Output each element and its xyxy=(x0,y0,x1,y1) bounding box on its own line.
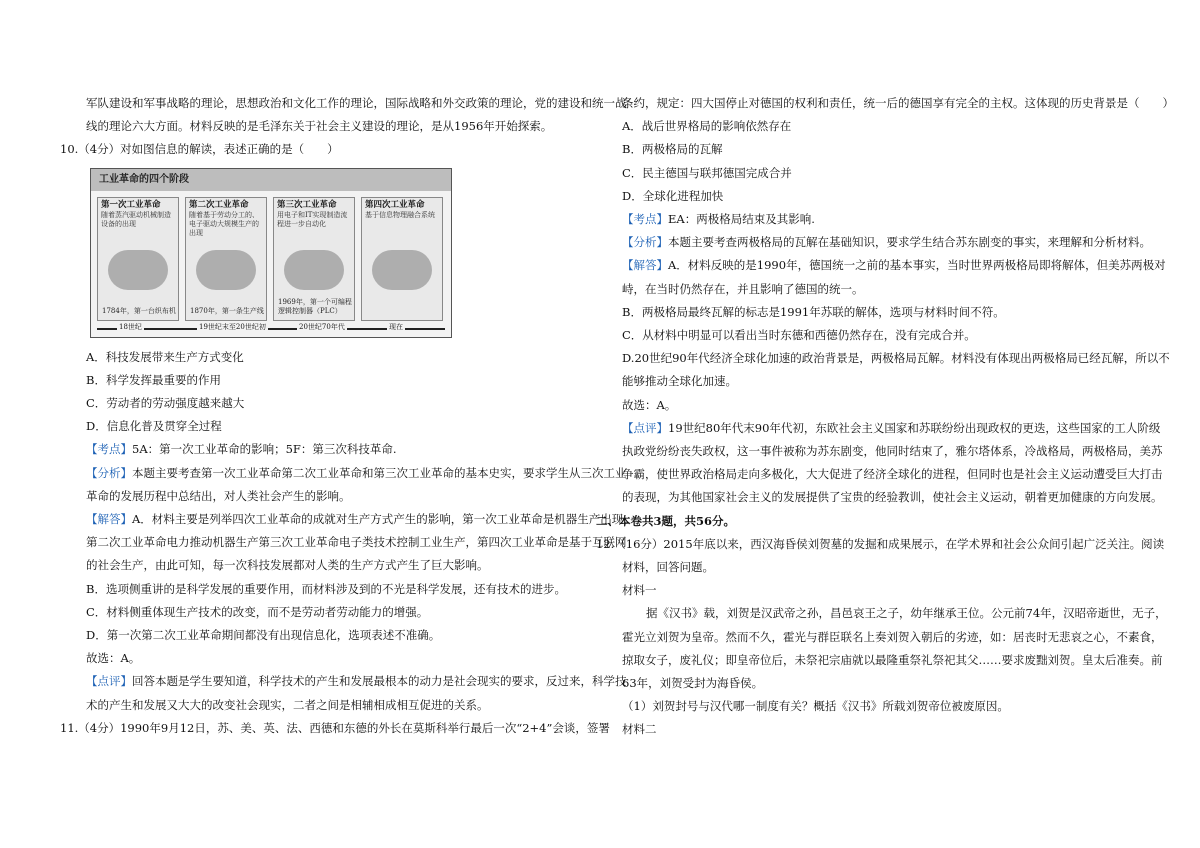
text-line: 革命的发展历程中总结出，对人类社会产生的影响。 xyxy=(86,488,351,503)
stage-title: 第三次工业革命 xyxy=(277,199,337,210)
fenxi-line xyxy=(86,462,627,485)
industrial-revolution-figure xyxy=(90,168,452,338)
stage-desc: 随着蒸汽驱动机械制造设备的出现 xyxy=(101,210,171,228)
figure-title: 工业革命的四个阶段 xyxy=(91,169,451,191)
timeline xyxy=(97,323,445,333)
answer: 故选：A。 xyxy=(86,651,141,666)
timeline-label: 18世纪 xyxy=(119,322,142,331)
timeline-label: 19世纪末至20世纪初 xyxy=(199,322,266,331)
cyber-physical-image xyxy=(372,250,432,290)
stage-title: 第二次工业革命 xyxy=(189,199,249,210)
stage-desc: 随着基于劳动分工的、电子驱动大规模生产的出现 xyxy=(189,210,259,237)
stage-title: 第一次工业革命 xyxy=(101,199,161,210)
option-d: D．全球化进程加快 xyxy=(622,188,724,203)
text-line: B．两极格局最终瓦解的标志是1991年苏联的解体，选项与材料时间不符。 xyxy=(622,304,1005,319)
text-line: C．从材料中明显可以看出当时东德和西德仍然存在，没有完成合并。 xyxy=(622,328,976,343)
jieda-text: A．材料反映的是1990年，德国统一之前的基本事实，当时世界两极格局即将解体，但美苏两极对 xyxy=(668,258,1166,273)
material-1-text: 据《汉书》载，刘贺是汉武帝之孙，昌邑哀王之子，幼年继承王位。公元前74年，汉昭帝逝世，无子， xyxy=(646,606,1167,621)
material-1-label: 材料一 xyxy=(622,583,657,598)
dianping-text: 回答本题是学生要知道，科学技术的产生和发展最根本的动力是社会现实的要求，反过来，科学技 xyxy=(132,674,627,689)
text-line: 63年，刘贺受封为海昏侯。 xyxy=(622,676,764,691)
question-10-stem: 10.（4分）对如图信息的解读，表述正确的是（ ） xyxy=(60,142,339,157)
dianping-line xyxy=(86,670,627,693)
plc-image xyxy=(284,250,344,290)
left-column xyxy=(60,92,635,740)
steam-machine-image xyxy=(108,250,168,290)
question-11-stem: 11.（4分）1990年9月12日，苏、美、英、法、西德和东德的外长在莫斯科举行最后一次“2+4”会谈，签署 xyxy=(60,720,610,735)
stage-caption: 1784年，第一台织布机 xyxy=(102,306,176,315)
text-line: C．材料侧重体现生产技术的改变，而不是劳动者劳动能力的增强。 xyxy=(86,604,429,619)
fenxi-tag: 【分析】 xyxy=(86,465,132,480)
text-line: 霍光立刘贺为皇帝。然而不久，霍光与群臣联名上奏刘贺入朝后的劣迹，如：居丧时无悲哀之心，不素食， xyxy=(622,629,1163,644)
dianping-tag: 【点评】 xyxy=(86,674,132,689)
answer: 故选：A。 xyxy=(622,397,677,412)
text-line: 条约，规定：四大国停止对德国的权利和责任，统一后的德国享有完全的主权。这体现的历史背景是（ ） xyxy=(622,96,1174,110)
stage-title: 第四次工业革命 xyxy=(365,199,425,210)
text-line: 术的产生和发展又大大的改变社会现实，二者之间是相辅相成相互促进的关系。 xyxy=(86,697,489,712)
stage-caption: 1870年，第一条生产线 xyxy=(190,306,264,315)
material-2-label: 材料二 xyxy=(622,722,657,737)
text-line: D．第一次第二次工业革命期间都没有出现信息化，选项表述不准确。 xyxy=(86,628,441,643)
option-c: C．民主德国与联邦德国完成合并 xyxy=(622,165,792,180)
fenxi-text: 本题主要考查第一次工业革命第二次工业革命和第三次工业革命的基本史实，要求学生从三次工业 xyxy=(132,465,627,480)
text-line: 第二次工业革命电力推动机器生产第三次工业革命电子类技术控制工业生产，第四次工业革命是基于互联网 xyxy=(86,535,627,550)
stage-caption: 1969年，第一个可编程逻辑控制器（PLC） xyxy=(278,297,352,315)
stage-2 xyxy=(185,197,267,321)
kaodian-line xyxy=(622,208,1142,231)
text-line: 掠取女子，废礼仪；即皇帝位后，未祭祀宗庙就以最隆重祭礼祭祀其父……要求废黜刘贺。皇太后准奏。前 xyxy=(622,652,1163,667)
timeline-label: 现在 xyxy=(389,322,403,331)
kaodian-tag: 【考点】 xyxy=(86,442,132,457)
option-b: B．科学发挥最重要的作用 xyxy=(86,372,221,387)
stage-1 xyxy=(97,197,179,321)
dianping-line xyxy=(622,417,1161,440)
jieda-tag: 【解答】 xyxy=(622,258,668,273)
kaodian-tag: 【考点】 xyxy=(622,212,668,227)
section-heading: 二、本卷共3题，共56分。 xyxy=(596,513,736,528)
fenxi-line xyxy=(622,231,1151,254)
text-line: 能够推动全球化加速。 xyxy=(622,374,737,389)
stage-3 xyxy=(273,197,355,321)
timeline-label: 20世纪70年代 xyxy=(299,322,345,331)
jieda-line xyxy=(622,254,1166,277)
kaodian-line xyxy=(86,438,606,461)
jieda-text: A．材料主要是列举四次工业革命的成就对生产方式产生的影响，第一次工业革命是机器生产出现， xyxy=(132,512,635,527)
option-a: A．战后世界格局的影响依然存在 xyxy=(622,119,792,134)
text-line: D.20世纪90年代经济全球化加速的政治背景是，两极格局瓦解。材料没有体现出两极格局已经瓦解，所以不 xyxy=(622,351,1170,366)
stage-4 xyxy=(361,197,443,321)
text-line: 的社会生产，由此可知，每一次科技发展都对人类的生产方式产生了巨大影响。 xyxy=(86,558,489,573)
stage-desc: 基于信息物理融合系统 xyxy=(365,210,435,219)
text-line: 材料，回答问题。 xyxy=(622,560,714,575)
option-d: D．信息化普及贯穿全过程 xyxy=(86,419,222,434)
jieda-line xyxy=(86,508,635,531)
text-line: 执政党纷纷丧失政权，这一事件被称为苏东剧变，他同时结束了，雅尔塔体系，冷战格局，两极格局，美苏 xyxy=(622,444,1163,459)
text-line: 军队建设和军事战略的理论，思想政治和文化工作的理论，国际战略和外交政策的理论，党的建设和统一战 xyxy=(86,96,627,110)
dianping-text: 19世纪80年代末90年代初，东欧社会主义国家和苏联纷纷出现政权的更迭，这些国家的工人阶级 xyxy=(668,420,1161,435)
question-12-stem: 12.（16分）2015年底以来，西汉海昏侯刘贺墓的发掘和成果展示，在学术界和社会公众间引起广泛关注。阅读 xyxy=(596,536,1165,551)
text-line: 争霸，使世界政治格局走向多极化，大大促进了经济全球化的进程，但同时也是社会主义运动遭受巨大打击 xyxy=(622,467,1163,482)
text-line: 线的理论六大方面。材料反映的是毛泽东关于社会主义建设的理论，是从1956年开始探索。 xyxy=(86,119,553,134)
text-line: 的表现，为其他国家社会主义的发展提供了宝贵的经验教训，使社会主义运动，朝着更加健康的方向发展。 xyxy=(622,490,1163,505)
text-line: B．选项侧重讲的是科学发展的重要作用，而材料涉及到的不光是科学发展，还有技术的进步。 xyxy=(86,581,566,596)
fenxi-tag: 【分析】 xyxy=(622,235,668,250)
question-12-sub-1: （1）刘贺封号与汉代哪一制度有关？概括《汉书》所载刘贺帝位被废原因。 xyxy=(622,699,1009,714)
production-line-image xyxy=(196,250,256,290)
option-a: A．科技发展带来生产方式变化 xyxy=(86,349,244,364)
fenxi-text: 本题主要考查两极格局的瓦解在基础知识，要求学生结合苏东剧变的事实，来理解和分析材料。 xyxy=(668,235,1151,250)
kaodian-text: 5A：第一次工业革命的影响；5F：第三次科技革命. xyxy=(132,442,397,457)
option-b: B．两极格局的瓦解 xyxy=(622,142,723,157)
option-c: C．劳动者的劳动强度越来越大 xyxy=(86,396,245,411)
kaodian-text: EA：两极格局结束及其影响. xyxy=(668,212,815,227)
text-line: 峙，在当时仍然存在，并且影响了德国的统一。 xyxy=(622,281,864,296)
stage-desc: 用电子和IT实现制造流程进一步自动化 xyxy=(277,210,348,228)
dianping-tag: 【点评】 xyxy=(622,420,668,435)
right-column xyxy=(596,92,1174,742)
jieda-tag: 【解答】 xyxy=(86,512,132,527)
